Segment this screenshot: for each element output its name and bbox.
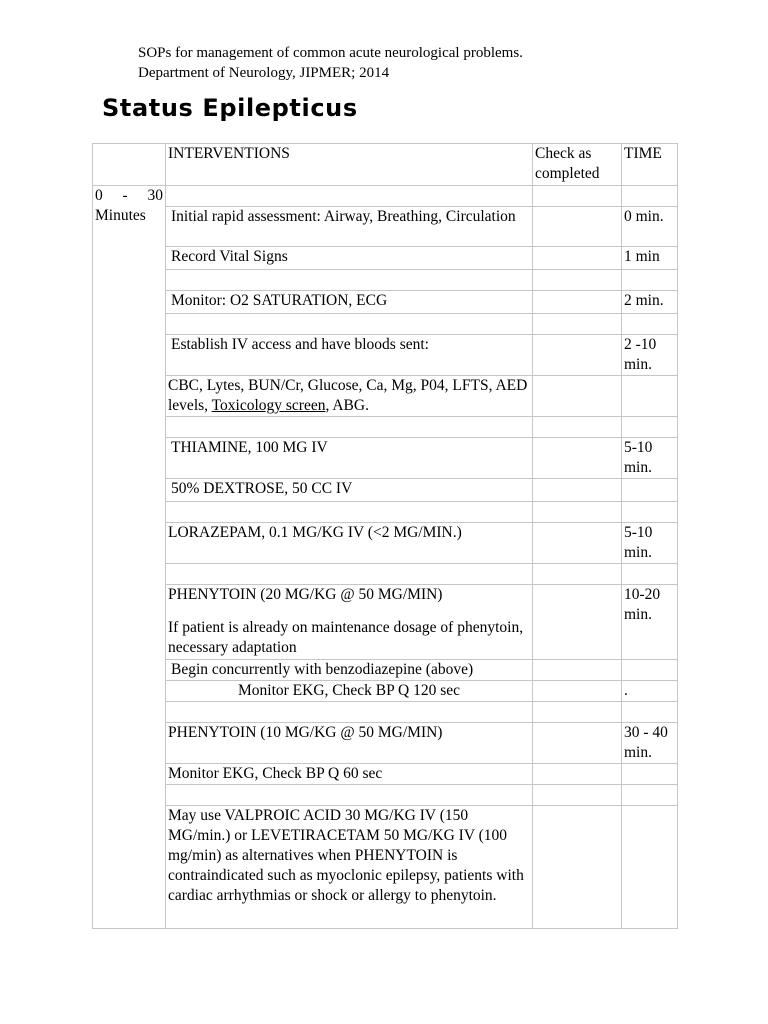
check-cell[interactable] xyxy=(533,479,622,502)
time-cell xyxy=(622,660,678,681)
spacer-row xyxy=(93,186,678,207)
check-cell[interactable] xyxy=(533,523,622,564)
table-row xyxy=(93,291,678,314)
table-row xyxy=(93,247,678,270)
spacer-row xyxy=(93,564,678,585)
time-header: TIME xyxy=(622,144,678,186)
check-cell[interactable] xyxy=(533,723,622,764)
check-cell[interactable] xyxy=(533,585,622,660)
check-cell[interactable] xyxy=(533,764,622,785)
time-cell: 30 - 40 min. xyxy=(622,723,678,764)
intervention-cell: LORAZEPAM, 0.1 MG/KG IV (<2 MG/MIN.) xyxy=(166,523,533,564)
time-cell: 5-10 min. xyxy=(622,438,678,479)
phase-range: 0 - 30 xyxy=(95,187,163,204)
lab-tests-text: CBC, Lytes, BUN/Cr, Glucose, Ca, Mg, P04, LFTS, AED levels, xyxy=(168,377,528,414)
table-row xyxy=(93,764,678,785)
phenytoin-loading-text: PHENYTOIN (20 MG/KG @ 50 MG/MIN) xyxy=(168,586,443,603)
phase-unit: Minutes xyxy=(95,207,146,224)
time-cell xyxy=(622,376,678,417)
intervention-cell xyxy=(166,585,533,660)
phenytoin-note-text: If patient is already on maintenance dosage of phenytoin, necessary adaptation xyxy=(168,619,524,656)
time-cell xyxy=(622,806,678,929)
intervention-cell: Begin concurrently with benzodiazepine (above) xyxy=(166,660,533,681)
table-row xyxy=(93,376,678,417)
intervention-cell: 50% DEXTROSE, 50 CC IV xyxy=(166,479,533,502)
time-cell xyxy=(622,479,678,502)
check-cell[interactable] xyxy=(533,681,622,702)
phase-header-cell xyxy=(93,144,166,186)
table-row xyxy=(93,681,678,702)
spacer-row xyxy=(93,314,678,335)
table-row xyxy=(93,806,678,929)
check-cell[interactable] xyxy=(533,438,622,479)
time-cell: 0 min. xyxy=(622,207,678,247)
intervention-cell: May use VALPROIC ACID 30 MG/KG IV (150 MG/min.) or LEVETIRACETAM 50 MG/KG IV (100 mg/min) as alternatives when PHENYTOIN is contraindicated such as myoclonic epilepsy, patients with cardiac arrhythmias or shock or allergy to phenytoin. xyxy=(166,806,533,929)
table-row xyxy=(93,660,678,681)
document-header xyxy=(138,43,523,83)
time-cell: . xyxy=(622,681,678,702)
phase-cell xyxy=(93,186,166,929)
interventions-table xyxy=(92,143,678,929)
check-cell[interactable] xyxy=(533,335,622,376)
table-row xyxy=(93,479,678,502)
intervention-cell xyxy=(166,376,533,417)
table-row xyxy=(93,438,678,479)
spacer-row xyxy=(93,702,678,723)
intervention-cell: Establish IV access and have bloods sent: xyxy=(166,335,533,376)
time-cell: 10-20 min. xyxy=(622,585,678,660)
check-cell[interactable] xyxy=(533,376,622,417)
table-header-row xyxy=(93,144,678,186)
intervention-cell: THIAMINE, 100 MG IV xyxy=(166,438,533,479)
intervention-cell: Monitor: O2 SATURATION, ECG xyxy=(166,291,533,314)
time-cell: 1 min xyxy=(622,247,678,270)
intervention-cell: Initial rapid assessment: Airway, Breathing, Circulation xyxy=(166,207,533,247)
time-cell: 2 -10 min. xyxy=(622,335,678,376)
header-line-2: Department of Neurology, JIPMER; 2014 xyxy=(138,65,390,81)
time-cell: 5-10 min. xyxy=(622,523,678,564)
table-row xyxy=(93,523,678,564)
spacer-row xyxy=(93,270,678,291)
check-cell[interactable] xyxy=(533,660,622,681)
intervention-cell: Record Vital Signs xyxy=(166,247,533,270)
spacer-row xyxy=(93,785,678,806)
time-cell: 2 min. xyxy=(622,291,678,314)
check-cell[interactable] xyxy=(533,247,622,270)
intervention-cell: Monitor EKG, Check BP Q 60 sec xyxy=(166,764,533,785)
table-row xyxy=(93,585,678,660)
table-row xyxy=(93,207,678,247)
lab-tests-suffix: , ABG. xyxy=(325,397,369,414)
toxicology-screen-link[interactable]: Toxicology screen xyxy=(211,397,326,414)
intervention-cell: Monitor EKG, Check BP Q 120 sec xyxy=(166,681,533,702)
check-cell[interactable] xyxy=(533,207,622,247)
spacer-row xyxy=(93,417,678,438)
intervention-cell: PHENYTOIN (10 MG/KG @ 50 MG/MIN) xyxy=(166,723,533,764)
check-header: Check as completed xyxy=(533,144,622,186)
time-cell xyxy=(622,764,678,785)
header-line-1: SOPs for management of common acute neurological problems. xyxy=(138,45,523,61)
interventions-header: INTERVENTIONS xyxy=(166,144,533,186)
check-cell[interactable] xyxy=(533,291,622,314)
table-row xyxy=(93,335,678,376)
check-cell[interactable] xyxy=(533,806,622,929)
spacer-row xyxy=(93,502,678,523)
table-row xyxy=(93,723,678,764)
page-title: Status Epilepticus xyxy=(102,94,358,122)
